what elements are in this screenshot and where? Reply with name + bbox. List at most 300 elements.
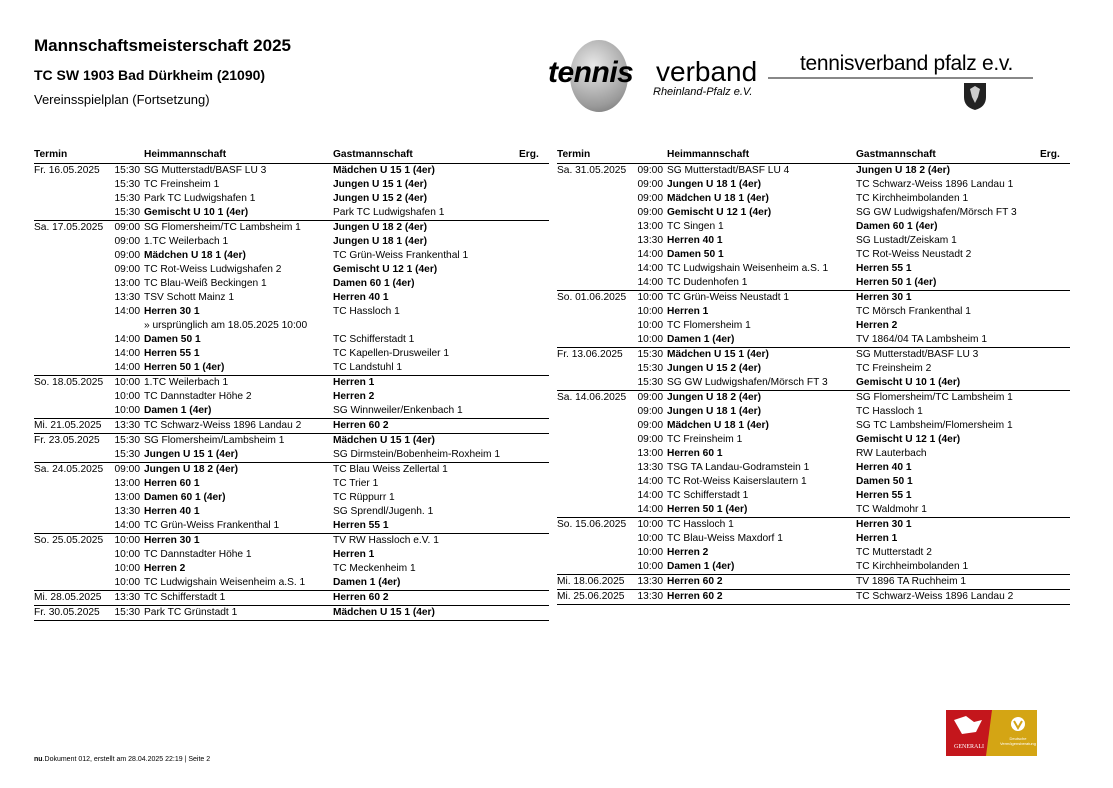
match-time-label: 13:30: [637, 235, 663, 246]
match-date: [34, 347, 140, 361]
match-date: [34, 291, 140, 305]
match-result: [519, 534, 549, 549]
match-date: [34, 390, 140, 404]
match-row: [557, 391, 1070, 406]
match-result: [519, 376, 549, 391]
match-row: [34, 448, 549, 463]
match-time-label: 14:00: [114, 348, 140, 359]
match-date: Sa. 17.05.2025 09:00: [34, 222, 140, 233]
match-date: [34, 519, 140, 534]
guest-team: TC Grün-Weiss Frankenthal 1: [333, 250, 469, 261]
match-result: [1040, 276, 1070, 291]
home-team: TC Dannstadter Höhe 2: [144, 391, 252, 402]
sponsor-logo: [946, 710, 1037, 756]
match-row: [557, 362, 1070, 376]
match-result: [519, 347, 549, 361]
guest-team: TC Rüppurr 1: [333, 492, 395, 503]
match-date: [557, 475, 663, 489]
match-row: [34, 463, 549, 478]
match-time-label: 14:00: [114, 362, 140, 373]
match-row: [34, 291, 549, 305]
match-date: [557, 560, 663, 575]
match-time-label: 09:00: [637, 420, 663, 431]
match-date: [34, 277, 140, 291]
home-team: TC Dudenhofen 1: [667, 277, 748, 288]
match-date: [34, 491, 140, 505]
guest-team: TC Blau Weiss Zellertal 1: [333, 463, 519, 478]
match-time-label: 15:30: [114, 435, 140, 446]
home-team: Damen 1 (4er): [667, 561, 735, 572]
match-row: [34, 333, 549, 347]
match-result: [519, 178, 549, 192]
match-date: [34, 562, 140, 576]
home-team: Herren 60 2: [667, 575, 856, 590]
match-date: [557, 319, 663, 333]
match-row: [557, 590, 1070, 605]
match-row: [557, 291, 1070, 306]
match-date: [34, 361, 140, 376]
match-date: [557, 405, 663, 419]
match-result: [519, 277, 549, 291]
match-row: [34, 491, 549, 505]
match-row: [34, 519, 549, 534]
guest-team: SG Dirmstein/Bobenheim-Roxheim 1: [333, 449, 501, 460]
match-date: [557, 419, 663, 433]
guest-team: Herren 55 1: [856, 263, 912, 274]
match-time-label: 09:00: [637, 165, 663, 176]
match-time-label: 10:00: [637, 533, 663, 544]
match-row: [34, 404, 549, 419]
match-date: [557, 248, 663, 262]
match-row: [557, 376, 1070, 391]
match-time-label: 14:00: [114, 306, 140, 317]
match-date: [557, 305, 663, 319]
schedule-table-right: [557, 147, 1070, 605]
match-time-label: 10:00: [114, 535, 140, 546]
match-result: [519, 419, 549, 434]
logo-word-tennis: tennis: [548, 56, 634, 89]
match-result: [519, 562, 549, 576]
guest-team: TC Mörsch Frankenthal 1: [856, 306, 971, 317]
guest-team: Damen 60 1 (4er): [333, 278, 415, 289]
match-row: [557, 178, 1070, 192]
match-result: [1040, 333, 1070, 348]
match-date: [557, 532, 663, 546]
match-row: [557, 348, 1070, 363]
guest-team: Jungen U 18 1 (4er): [333, 236, 427, 247]
match-result: [519, 591, 549, 606]
guest-team: Gemischt U 12 1 (4er): [333, 264, 438, 275]
guest-team: Mädchen U 15 1 (4er): [333, 434, 519, 449]
match-date: [557, 220, 663, 234]
home-team: Jungen U 18 2 (4er): [144, 463, 333, 478]
match-time-label: 15:30: [637, 349, 663, 360]
guest-team: SG Lustadt/Zeiskam 1: [856, 235, 957, 246]
match-row: [557, 276, 1070, 291]
match-date: [34, 263, 140, 277]
match-time-label: 14:00: [114, 520, 140, 531]
guest-team: TC Schwarz-Weiss 1896 Landau 1: [856, 179, 1014, 190]
home-team: SG Mutterstadt/BASF LU 4: [667, 165, 790, 176]
match-result: [1040, 461, 1070, 475]
home-team: 1.TC Weilerbach 1: [144, 236, 229, 247]
match-time-label: 10:00: [114, 549, 140, 560]
home-team: Jungen U 18 2 (4er): [667, 391, 856, 406]
home-team: Jungen U 15 2 (4er): [667, 363, 761, 374]
match-row: [34, 361, 549, 376]
match-date: [557, 234, 663, 248]
match-time-label: 14:00: [637, 490, 663, 501]
logo-pfalz-text: tennisverband pfalz e.v.: [800, 52, 1014, 75]
match-time-label: 15:30: [637, 363, 663, 374]
sponsor-name: GENERALI: [954, 744, 984, 750]
match-result: [1040, 164, 1070, 179]
guest-team: SG Winnweiler/Enkenbach 1: [333, 405, 463, 416]
match-row: [34, 221, 549, 236]
match-date: [34, 305, 140, 319]
match-date: Mi. 18.06.2025 13:30: [557, 575, 663, 590]
home-team: Jungen U 18 1 (4er): [667, 406, 761, 417]
match-date: [34, 477, 140, 491]
home-team: Damen 50 1: [667, 249, 724, 260]
match-row: [34, 235, 549, 249]
guest-team: Herren 30 1: [856, 518, 1040, 533]
guest-team: Damen 50 1: [856, 476, 913, 487]
home-team: Herren 40 1: [667, 235, 723, 246]
guest-team: TC Trier 1: [333, 478, 379, 489]
match-result: [519, 477, 549, 491]
guest-team: TV 1864/04 TA Lambsheim 1: [856, 334, 988, 345]
match-time-label: 09:00: [637, 406, 663, 417]
match-result: [519, 206, 549, 221]
guest-team: TC Meckenheim 1: [333, 563, 416, 574]
guest-team: Jungen U 15 2 (4er): [333, 193, 427, 204]
guest-team: Herren 60 2: [333, 419, 519, 434]
match-time-label: 10:00: [637, 320, 663, 331]
home-team: Damen 1 (4er): [667, 334, 735, 345]
match-time-label: 15:30: [637, 377, 663, 388]
match-time-label: 13:30: [637, 591, 663, 602]
guest-team: Herren 50 1 (4er): [856, 277, 937, 288]
guest-team: TC Kirchheimbolanden 1: [856, 561, 969, 572]
match-row: [557, 405, 1070, 419]
match-date: [34, 206, 140, 221]
home-team: Gemischt U 12 1 (4er): [667, 207, 772, 218]
home-team: TC Flomersheim 1: [667, 320, 751, 331]
match-result: [1040, 532, 1070, 546]
match-time-label: 14:00: [637, 476, 663, 487]
home-team: TC Grün-Weiss Neustadt 1: [667, 291, 856, 306]
guest-team: Herren 1: [856, 533, 898, 544]
home-team: Jungen U 15 1 (4er): [144, 449, 238, 460]
home-team: Herren 1: [667, 306, 709, 317]
match-row: [557, 475, 1070, 489]
match-result: [519, 576, 549, 591]
match-date: [557, 489, 663, 503]
guest-team: TC Landstuhl 1: [333, 362, 403, 373]
match-result: [1040, 206, 1070, 220]
match-row: [557, 575, 1070, 590]
guest-team: TV RW Hassloch e.V. 1: [333, 534, 519, 549]
match-date: [557, 276, 663, 291]
home-team: Park TC Grünstadt 1: [144, 606, 333, 621]
match-result: [1040, 262, 1070, 276]
home-team: Mädchen U 18 1 (4er): [144, 250, 246, 261]
match-result: [519, 361, 549, 376]
footer-text: .Dokument 012, erstellt am 28.04.2025 22:19 | Seite 2: [42, 756, 211, 763]
match-time-label: 10:00: [114, 377, 140, 388]
match-row: [34, 562, 549, 576]
home-team: Herren 50 1 (4er): [667, 504, 748, 515]
guest-team: SG Sprendl/Jugenh. 1: [333, 506, 434, 517]
home-team: TC Freinsheim 1: [667, 434, 743, 445]
home-team: Herren 40 1: [144, 506, 200, 517]
home-team: Mädchen U 18 1 (4er): [667, 193, 769, 204]
match-result: [519, 319, 549, 333]
guest-team: TC Schifferstadt 1: [333, 334, 415, 345]
home-team: Gemischt U 10 1 (4er): [144, 207, 249, 218]
match-row: [557, 319, 1070, 333]
match-time-label: 10:00: [637, 306, 663, 317]
match-row: [557, 419, 1070, 433]
home-team: TC Schifferstadt 1: [667, 490, 749, 501]
match-result: [1040, 447, 1070, 461]
match-row: [557, 560, 1070, 575]
match-row: [34, 164, 549, 179]
guest-team: Herren 1: [333, 376, 519, 391]
home-team: Herren 2: [144, 563, 186, 574]
home-team: SG GW Ludwigshafen/Mörsch FT 3: [667, 377, 828, 388]
footer-brand: nu: [34, 756, 43, 763]
match-date: [557, 461, 663, 475]
guest-team: Mädchen U 15 1 (4er): [333, 606, 519, 621]
guest-team: Jungen U 18 2 (4er): [856, 165, 950, 176]
match-row: [34, 606, 549, 621]
home-team: TC Schwarz-Weiss 1896 Landau 2: [144, 419, 333, 434]
guest-team: Mädchen U 15 1 (4er): [333, 165, 435, 176]
home-team: Jungen U 18 1 (4er): [667, 179, 761, 190]
match-row: [34, 249, 549, 263]
match-date: So. 18.05.2025 10:00: [34, 377, 140, 388]
match-date: [34, 505, 140, 519]
match-row: [34, 192, 549, 206]
match-time-label: 15:30: [114, 193, 140, 204]
match-row: [34, 434, 549, 449]
match-time-label: 14:00: [114, 334, 140, 345]
match-time-label: 10:00: [637, 561, 663, 572]
home-team: TC Blau-Weiß Beckingen 1: [144, 278, 267, 289]
guest-team: TC Hassloch 1: [333, 306, 400, 317]
logo-divider: [768, 77, 1033, 79]
match-time-label: 09:00: [637, 207, 663, 218]
home-team: Herren 30 1: [144, 534, 333, 549]
home-team: TC Ludwigshain Weisenheim a.S. 1: [667, 263, 829, 274]
match-time-label: 09:00: [114, 464, 140, 475]
match-time-label: 13:30: [637, 462, 663, 473]
match-row: [34, 178, 549, 192]
col-gast: Gastmannschaft: [856, 147, 1040, 164]
home-team: Mädchen U 18 1 (4er): [667, 420, 769, 431]
guest-team: SG TC Lambsheim/Flomersheim 1: [856, 420, 1013, 431]
club-name: TC SW 1903 Bad Dürkheim (21090): [34, 67, 266, 83]
match-result: [1040, 590, 1070, 605]
schedule-table-left: [34, 147, 549, 621]
guest-team: Herren 55 1: [856, 490, 912, 501]
match-result: [519, 221, 549, 236]
match-date: [557, 262, 663, 276]
match-row: [557, 532, 1070, 546]
guest-team: Herren 40 1: [856, 462, 912, 473]
match-result: [1040, 405, 1070, 419]
match-date: Sa. 31.05.2025 09:00: [557, 165, 663, 176]
match-date: [34, 178, 140, 192]
match-date: [557, 333, 663, 348]
guest-team: TC Waldmohr 1: [856, 504, 927, 515]
guest-team: TC Kirchheimbolanden 1: [856, 193, 969, 204]
match-result: [519, 505, 549, 519]
match-result: [1040, 475, 1070, 489]
match-time-label: 14:00: [637, 504, 663, 515]
home-team: TC Hassloch 1: [667, 518, 856, 533]
match-result: [519, 263, 549, 277]
match-time-label: 13:00: [637, 221, 663, 232]
guest-team: Herren 55 1: [333, 520, 389, 531]
match-result: [1040, 419, 1070, 433]
home-team: TC Rot-Weiss Ludwigshafen 2: [144, 264, 282, 275]
guest-team: Herren 40 1: [333, 292, 389, 303]
match-date: [34, 404, 140, 419]
match-date: Sa. 24.05.2025 09:00: [34, 464, 140, 475]
match-result: [519, 606, 549, 621]
match-result: [519, 235, 549, 249]
match-row: [34, 576, 549, 591]
match-row: [34, 419, 549, 434]
match-date: [34, 576, 140, 591]
match-row: [557, 164, 1070, 179]
guest-team: Gemischt U 12 1 (4er): [856, 434, 961, 445]
match-time-label: 09:00: [637, 392, 663, 403]
match-result: [1040, 319, 1070, 333]
match-time-label: 09:00: [637, 179, 663, 190]
match-date: [557, 178, 663, 192]
guest-team: TV 1896 TA Ruchheim 1: [856, 575, 1040, 590]
match-result: [519, 548, 549, 562]
home-team: TSG TA Landau-Godramstein 1: [667, 462, 810, 473]
match-row: [34, 477, 549, 491]
match-time-label: 10:00: [637, 519, 663, 530]
match-result: [1040, 560, 1070, 575]
match-row: [557, 262, 1070, 276]
match-time-label: 13:30: [114, 420, 140, 431]
crest-icon: [962, 81, 988, 111]
logo-region: Rheinland-Pfalz e.V.: [653, 86, 753, 98]
match-result: [519, 448, 549, 463]
logo-word-verband: verband: [656, 56, 758, 87]
match-time-label: 14:00: [637, 277, 663, 288]
match-row: [34, 277, 549, 291]
match-row: [34, 505, 549, 519]
match-result: [1040, 503, 1070, 518]
match-result: [1040, 489, 1070, 503]
match-result: [519, 291, 549, 305]
match-time-label: 13:30: [114, 592, 140, 603]
match-date: [557, 433, 663, 447]
match-result: [1040, 546, 1070, 560]
home-team: TC Freinsheim 1: [144, 179, 220, 190]
match-row: [34, 305, 549, 319]
col-termin: Termin: [557, 147, 663, 164]
guest-team: TC Mutterstadt 2: [856, 547, 932, 558]
match-row: [34, 548, 549, 562]
home-team: Herren 2: [667, 547, 709, 558]
match-time-label: 09:00: [637, 434, 663, 445]
match-time-label: 13:00: [114, 492, 140, 503]
home-team: Herren 30 1: [144, 306, 200, 317]
sponsor-tagline-2: Vermögensberatung: [999, 741, 1037, 746]
guest-team: Herren 1: [333, 549, 375, 560]
match-time-label: 10:00: [637, 334, 663, 345]
match-date: Mi. 25.06.2025 13:30: [557, 590, 663, 605]
match-result: [1040, 248, 1070, 262]
match-result: [1040, 518, 1070, 533]
match-date: Sa. 14.06.2025 09:00: [557, 392, 663, 403]
match-time-label: 09:00: [637, 193, 663, 204]
guest-team: SG Mutterstadt/BASF LU 3: [856, 348, 1040, 363]
match-date: Fr. 30.05.2025 15:30: [34, 606, 140, 621]
sponsor-tagline-1: Deutsche: [1009, 736, 1027, 741]
match-result: [1040, 376, 1070, 391]
match-date: [34, 448, 140, 463]
match-date: [34, 235, 140, 249]
match-date: [557, 192, 663, 206]
guest-team: SG Flomersheim/TC Lambsheim 1: [856, 391, 1040, 406]
match-result: [519, 434, 549, 449]
home-team: TC Blau-Weiss Maxdorf 1: [667, 533, 783, 544]
match-row: [557, 461, 1070, 475]
match-time-label: 10:00: [114, 577, 140, 588]
guest-team: [333, 319, 519, 333]
guest-team: Herren 2: [856, 320, 898, 331]
match-time-label: 13:30: [114, 506, 140, 517]
match-row: [557, 220, 1070, 234]
match-date: Fr. 13.06.2025 15:30: [557, 349, 663, 360]
match-result: [519, 390, 549, 404]
footer: [34, 756, 210, 763]
match-time-label: 15:30: [114, 179, 140, 190]
home-team: Park TC Ludwigshafen 1: [144, 193, 256, 204]
guest-team: TC Rot-Weiss Neustadt 2: [856, 249, 972, 260]
col-gast: Gastmannschaft: [333, 147, 519, 164]
match-date: So. 25.05.2025 10:00: [34, 535, 140, 546]
match-date: So. 01.06.2025 10:00: [557, 292, 663, 303]
guest-team: Damen 1 (4er): [333, 577, 401, 588]
guest-team: RW Lauterbach: [856, 448, 927, 459]
guest-team: Herren 60 2: [333, 591, 519, 606]
home-team: TC Ludwigshain Weisenheim a.S. 1: [144, 577, 306, 588]
match-result: [1040, 178, 1070, 192]
guest-team: Damen 60 1 (4er): [856, 221, 938, 232]
match-result: [1040, 234, 1070, 248]
guest-team: Jungen U 18 2 (4er): [333, 221, 519, 236]
match-result: [519, 249, 549, 263]
match-row: [34, 263, 549, 277]
home-team: » ursprünglich am 18.05.2025 10:00: [144, 320, 308, 331]
match-row: [34, 319, 549, 333]
guest-team: Gemischt U 10 1 (4er): [856, 377, 961, 388]
match-date: [557, 447, 663, 461]
home-team: Herren 60 2: [667, 590, 856, 605]
match-time-label: 09:00: [114, 264, 140, 275]
